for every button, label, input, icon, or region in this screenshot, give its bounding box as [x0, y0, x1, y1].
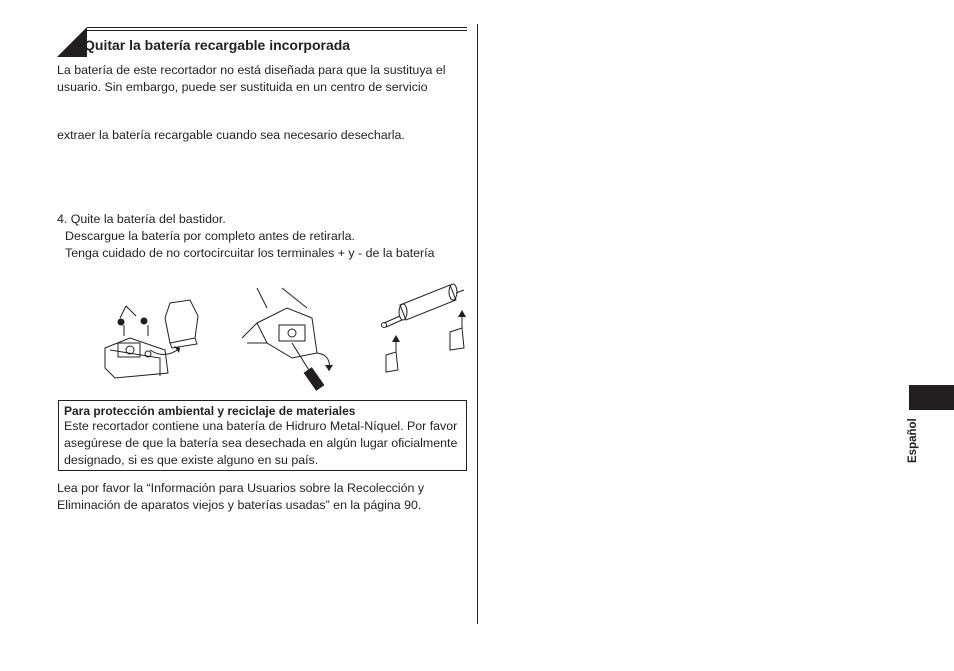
- intro-line-2: usuario. Sin embargo, puede ser sustituida en un centro de servicio: [57, 80, 428, 94]
- section-title: Quitar la batería recargable incorporada: [84, 37, 351, 53]
- note-line-1: Este recortador contiene una batería de Hidruro Metal-Níquel. Por favor: [64, 419, 458, 433]
- illustration-remove-screws: [80, 278, 210, 382]
- footer-line-1: Lea por favor la “Información para Usuarios sobre la Recolección y: [57, 481, 425, 495]
- note-line-2: asegúrese de que la batería sea desechada en algún lugar oficialmente: [64, 436, 458, 450]
- intro-line-1: La batería de este recortador no está diseñada para que la sustituya el: [57, 63, 446, 77]
- language-tab: [909, 385, 954, 410]
- heading-rule-bottom: [87, 30, 467, 31]
- column-divider: [477, 24, 478, 624]
- heading-marker-icon: [57, 27, 87, 57]
- illustration-pry-battery: [237, 283, 367, 395]
- step-4-line-1: Descargue la batería por completo antes de retirarla.: [65, 229, 355, 243]
- step-4-line-2: Tenga cuidado de no cortocircuitar los terminales + y - de la batería: [65, 246, 435, 260]
- language-label: Español: [907, 418, 919, 463]
- note-line-3: designado, si es que existe alguno en su país.: [64, 453, 319, 467]
- step-4-title: 4. Quite la batería del bastidor.: [57, 212, 226, 226]
- intro-line-3: extraer la batería recargable cuando sea necesario desecharla.: [57, 128, 405, 142]
- illustration-battery-cylinder: [378, 280, 468, 380]
- footer-line-2: Eliminación de aparatos viejos y baterías usadas” en la página 90.: [57, 498, 422, 512]
- environment-note-box: [58, 400, 467, 471]
- section-heading: [57, 27, 467, 57]
- heading-rule-top: [87, 27, 467, 28]
- note-title: Para protección ambiental y reciclaje de materiales: [64, 404, 356, 418]
